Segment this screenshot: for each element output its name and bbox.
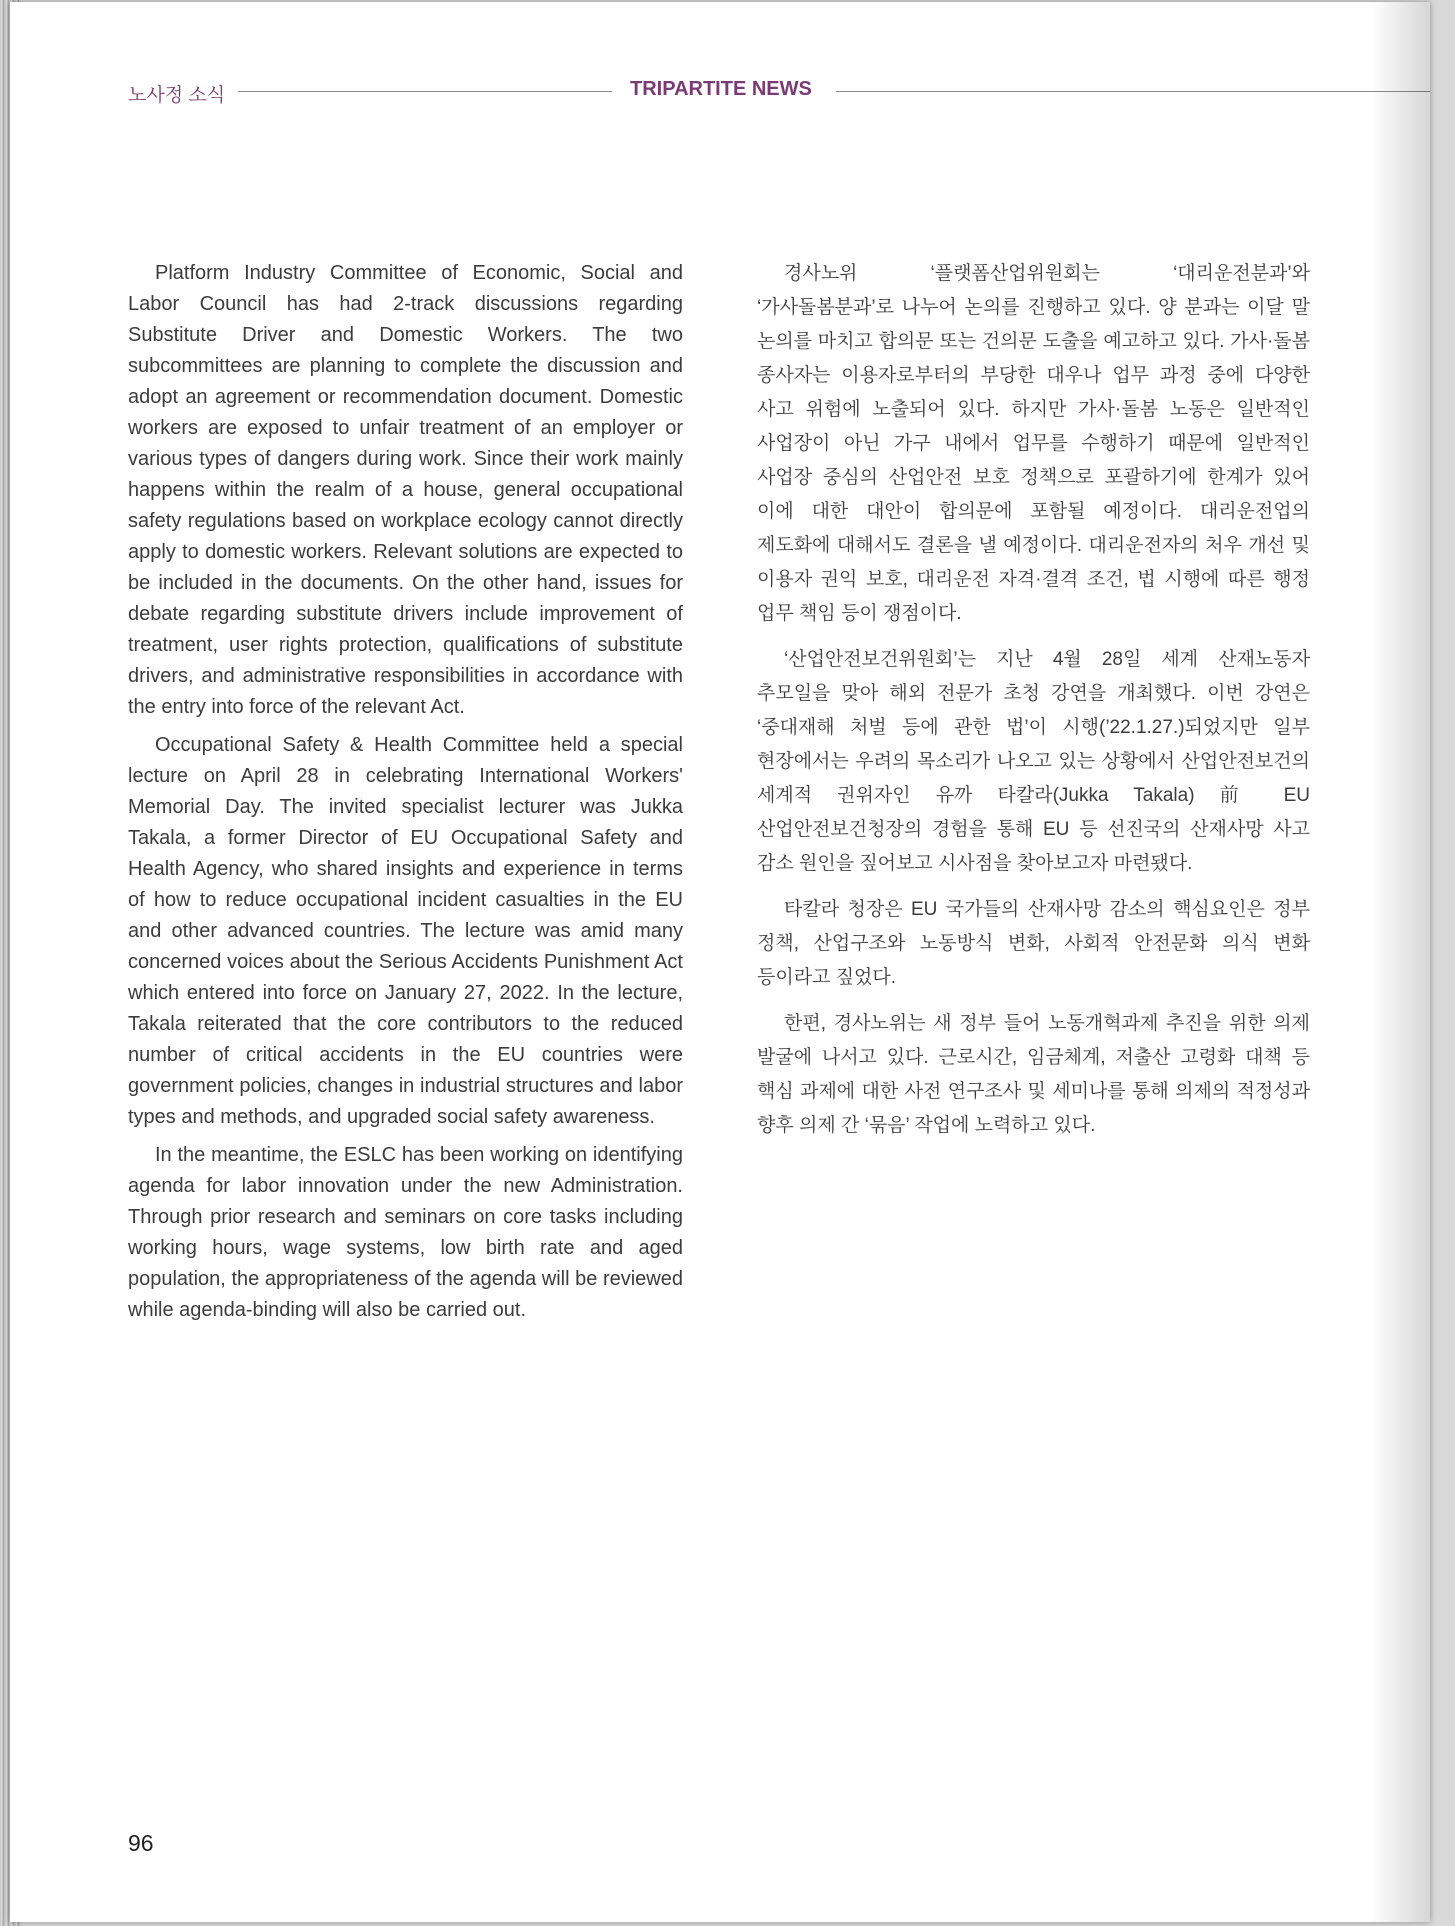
korean-paragraph: 한편, 경사노위는 새 정부 들어 노동개혁과제 추진을 위한 의제 발굴에 나서고 있다. 근로시간, 임금체계, 저출산 고령화 대책 등 핵심 과제에 대한 사전 연구조사 및 세미나를 통해 의제의 적정성과 향후 의제 간 ‘묶음’ 작업에 노력하고 있다. bbox=[757, 1013, 1310, 1136]
section-label-korean: 노사정 소식 bbox=[128, 85, 226, 106]
english-column bbox=[128, 258, 683, 1333]
page-number: 96 bbox=[128, 1830, 154, 1856]
english-paragraph: Platform Industry Committee of Economic, Social and Labor Council has had 2-track discussions regarding Substitute Driver and Domestic Workers. The two subcommittees are planning to complete the discussion and adopt an agreement or recommendation document. Domestic workers are exposed to unfair treatment of an employer or various types of dangers during work. Since their work mainly happens within the realm of a house, general occupational safety regulations based on workplace ecology cannot directly apply to domestic workers. Relevant solutions are expected to be included in the documents. On the other hand, issues for debate regarding substitute drivers include improvement of treatment, user rights protection, qualifications of substitute drivers, and administrative responsibilities in accordance with the entry into force of the relevant Act. bbox=[128, 262, 683, 718]
korean-column bbox=[757, 257, 1310, 1155]
header-rule-right bbox=[836, 91, 1430, 92]
korean-paragraph: 타칼라 청장은 EU 국가들의 산재사망 감소의 핵심요인은 정부 정책, 산업구조와 노동방식 변화, 사회적 안전문화 의식 변화 등이라고 짚었다. bbox=[757, 899, 1310, 988]
running-header bbox=[128, 78, 1430, 106]
english-paragraph: Occupational Safety & Health Committee held a special lecture on April 28 in celebrating International Workers' Memorial Day. The invited specialist lecturer was Jukka Takala, a former Director of EU Occupational Safety and Health Agency, who shared insights and experience in terms of how to reduce occupational incident casualties in the EU and other advanced countries. The lecture was amid many concerned voices about the Serious Accidents Punishment Act which entered into force on January 27, 2022. In the lecture, Takala reiterated that the core contributors to the reduced number of critical accidents in the EU countries were government policies, changes in industrial structures and labor types and methods, and upgraded social safety awareness. bbox=[128, 734, 683, 1128]
header-rule-left bbox=[238, 91, 612, 92]
korean-paragraph: ‘산업안전보건위원회’는 지난 4월 28일 세계 산재노동자 추모일을 맞아 해외 전문가 초청 강연을 개최했다. 이번 강연은 ‘중대재해 처벌 등에 관한 법’이 시행(’22.1.27.)되었지만 일부 현장에서는 우려의 목소리가 나오고 있는 상황에서 산업안전보건의 세계적 권위자인 유까 타칼라(Jukka Takala) 前 EU 산업안전보건청장의 경험을 통해 EU 등 선진국의 산재사망 사고 감소 원인을 짚어보고 시사점을 찾아보고자 마련됐다. bbox=[757, 649, 1310, 874]
section-label-english: TRIPARTITE NEWS bbox=[630, 78, 812, 100]
magazine-page bbox=[10, 2, 1430, 1922]
english-paragraph: In the meantime, the ESLC has been working on identifying agenda for labor innovation under the new Administration. Through prior research and seminars on core tasks including working hours, wage systems, low birth rate and aged population, the appropriateness of the agenda will be reviewed while agenda-binding will also be carried out. bbox=[128, 1144, 683, 1321]
korean-paragraph: 경사노위 ‘플랫폼산업위원회는 ‘대리운전분과’와 ‘가사돌봄분과’로 나누어 논의를 진행하고 있다. 양 분과는 이달 말 논의를 마치고 합의문 또는 건의문 도출을 예고하고 있다. 가사·돌봄 종사자는 이용자로부터의 부당한 대우나 업무 과정 중에 다양한 사고 위험에 노출되어 있다. 하지만 가사·돌봄 노동은 일반적인 사업장이 아닌 가구 내에서 업무를 수행하기 때문에 일반적인 사업장 중심의 산업안전 보호 정책으로 포괄하기에 한계가 있어 이에 대한 대안이 합의문에 포함될 예정이다. 대리운전업의 제도화에 대해서도 결론을 낼 예정이다. 대리운전자의 처우 개선 및 이용자 권익 보호, 대리운전 자격·결격 조건, 법 시행에 따른 행정 업무 책임 등이 쟁점이다. bbox=[757, 263, 1310, 624]
